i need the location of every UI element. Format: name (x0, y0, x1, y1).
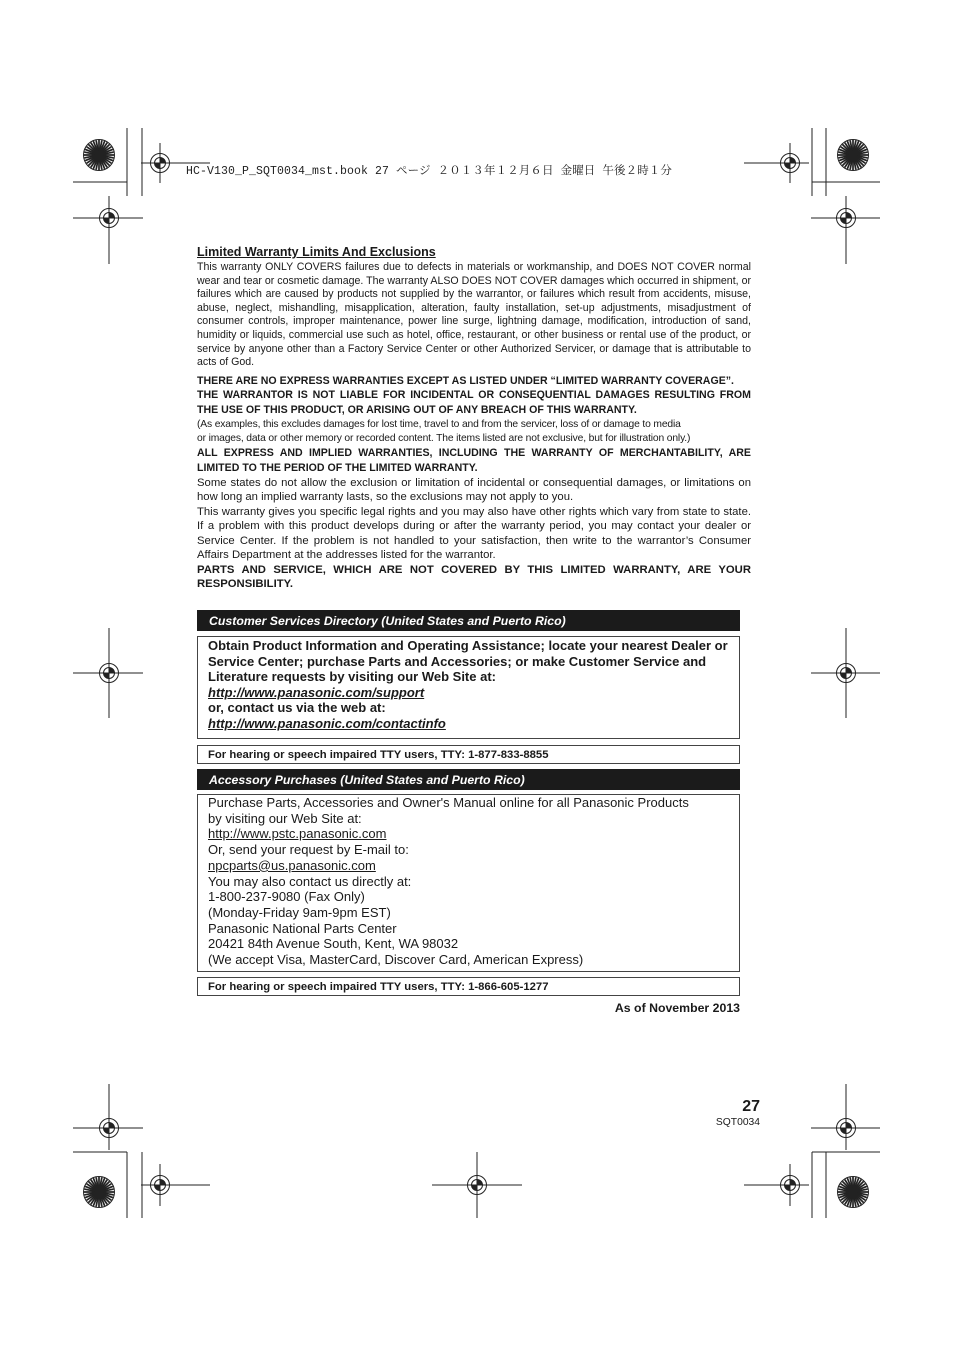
support-link[interactable]: http://www.panasonic.com/support (208, 684, 425, 700)
tty-customer-services: For hearing or speech impaired TTY users, TTY: 1-877-833-8855 (197, 745, 740, 764)
warranty-paragraph-rights: This warranty gives you specific legal rights and you may also have other rights which vary from state to state. If a problem with this product develops during or after the warranty period, you may contact your dealer or Service Center. If the problem is not handled to your satisfaction, then write to the warrantor’s Consumer Affairs Department at the addresses listed for the warrantor. (197, 505, 751, 562)
accessory-line3: Or, send your request by E-mail to: (208, 842, 409, 858)
customer-services-intro: Obtain Product Information and Operating Assistance; locate your nearest Dealer or Service Center; purchase Parts and Accessories; or make Customer Service and Literature requests by visiting our Web Site at: (208, 638, 728, 685)
accessory-line2: by visiting our Web Site at: (208, 810, 362, 826)
warranty-note-line2: or images, data or other memory or recorded content. The items listed are not exclusive, but for illustration only.) (197, 432, 691, 444)
warranty-paragraph-coverage: This warranty ONLY COVERS failures due to defects in materials or workmanship, and DOES NOT COVER normal wear and tear or cosmetic damage. The warranty ALSO DOES NOT COVER damages which occurred in shipment, or failures which are caused by products not supplied by the warrantor, or failures which result from accidents, misuse, abuse, neglect, mishandling, misapplication, alteration, faulty installation, set-up adjustments, misadjustment of consumer controls, improper maintenance, power line surge, lightning damage, modification, introduction of sand, humidity or liquids, commercial use such as hotel, office, restaurant, or other business or rental use of the product, or service by anyone other than a Factory Service Center or other Authorized Servicer, or damage that is attributable to acts of God. (197, 261, 751, 369)
page-code: SQT0034 (715, 1117, 760, 1128)
customer-services-box (197, 636, 740, 739)
warranty-paragraph-states: Some states do not allow the exclusion or limitation of incidental or consequential damages, or limitations on how long an implied warranty lasts, so the exclusions may not apply to you. (197, 476, 751, 504)
hours: (Monday-Friday 9am-9pm EST) (208, 904, 391, 920)
accessory-section (197, 769, 740, 996)
parts-center-name: Panasonic National Parts Center (208, 920, 397, 936)
warranty-caps-parts: PARTS AND SERVICE, WHICH ARE NOT COVERED BY THIS LIMITED WARRANTY, ARE YOUR RESPONSIBILITY. (197, 563, 751, 591)
pstc-link[interactable]: http://www.pstc.panasonic.com (208, 826, 387, 842)
contactinfo-link[interactable]: http://www.panasonic.com/contactinfo (208, 715, 446, 731)
fax-number: 1-800-237-9080 (Fax Only) (208, 889, 365, 905)
warranty-caps-liability: THE WARRANTOR IS NOT LIABLE FOR INCIDENTAL OR CONSEQUENTIAL DAMAGES RESULTING FROM THE USE OF THIS PRODUCT, OR ARISING OUT OF ANY BREACH OF THIS WARRANTY. (197, 389, 751, 416)
customer-services-section (197, 610, 740, 764)
warranty-title: Limited Warranty Limits And Exclusions (197, 245, 436, 259)
parts-center-address: 20421 84th Avenue South, Kent, WA 98032 (208, 936, 459, 952)
accessory-header: Accessory Purchases (United States and Puerto Rico) (197, 769, 740, 790)
page-number: 27 (742, 1098, 760, 1115)
warranty-section (197, 245, 751, 592)
warranty-caps-express: THERE ARE NO EXPRESS WARRANTIES EXCEPT AS LISTED UNDER “LIMITED WARRANTY COVERAGE”. (197, 374, 734, 387)
as-of-date: As of November 2013 (614, 1001, 740, 1015)
accessory-box (197, 794, 740, 972)
accessory-line1: Purchase Parts, Accessories and Owner's Manual online for all Panasonic Products (208, 795, 689, 810)
warranty-note-line1: (As examples, this excludes damages for lost time, travel to and from the servicer, loss of or damage to media (197, 418, 681, 430)
contact-web-text: or, contact us via the web at: (208, 700, 386, 716)
customer-services-header: Customer Services Directory (United States and Puerto Rico) (197, 610, 740, 631)
warranty-caps-implied: ALL EXPRESS AND IMPLIED WARRANTIES, INCLUDING THE WARRANTY OF MERCHANTABILITY, ARE LIMITED TO THE PERIOD OF THE LIMITED WARRANTY. (197, 447, 751, 474)
accepted-cards: (We accept Visa, MasterCard, Discover Card, American Express) (208, 952, 584, 968)
accessory-line4: You may also contact us directly at: (208, 873, 412, 889)
print-slug: HC-V130_P_SQT0034_mst.book 27 ページ ２０１３年１２月６日 金曜日 午後２時１分 (186, 165, 673, 178)
tty-accessory: For hearing or speech impaired TTY users, TTY: 1-866-605-1277 (197, 977, 740, 996)
parts-email-link[interactable]: npcparts@us.panasonic.com (208, 857, 376, 873)
